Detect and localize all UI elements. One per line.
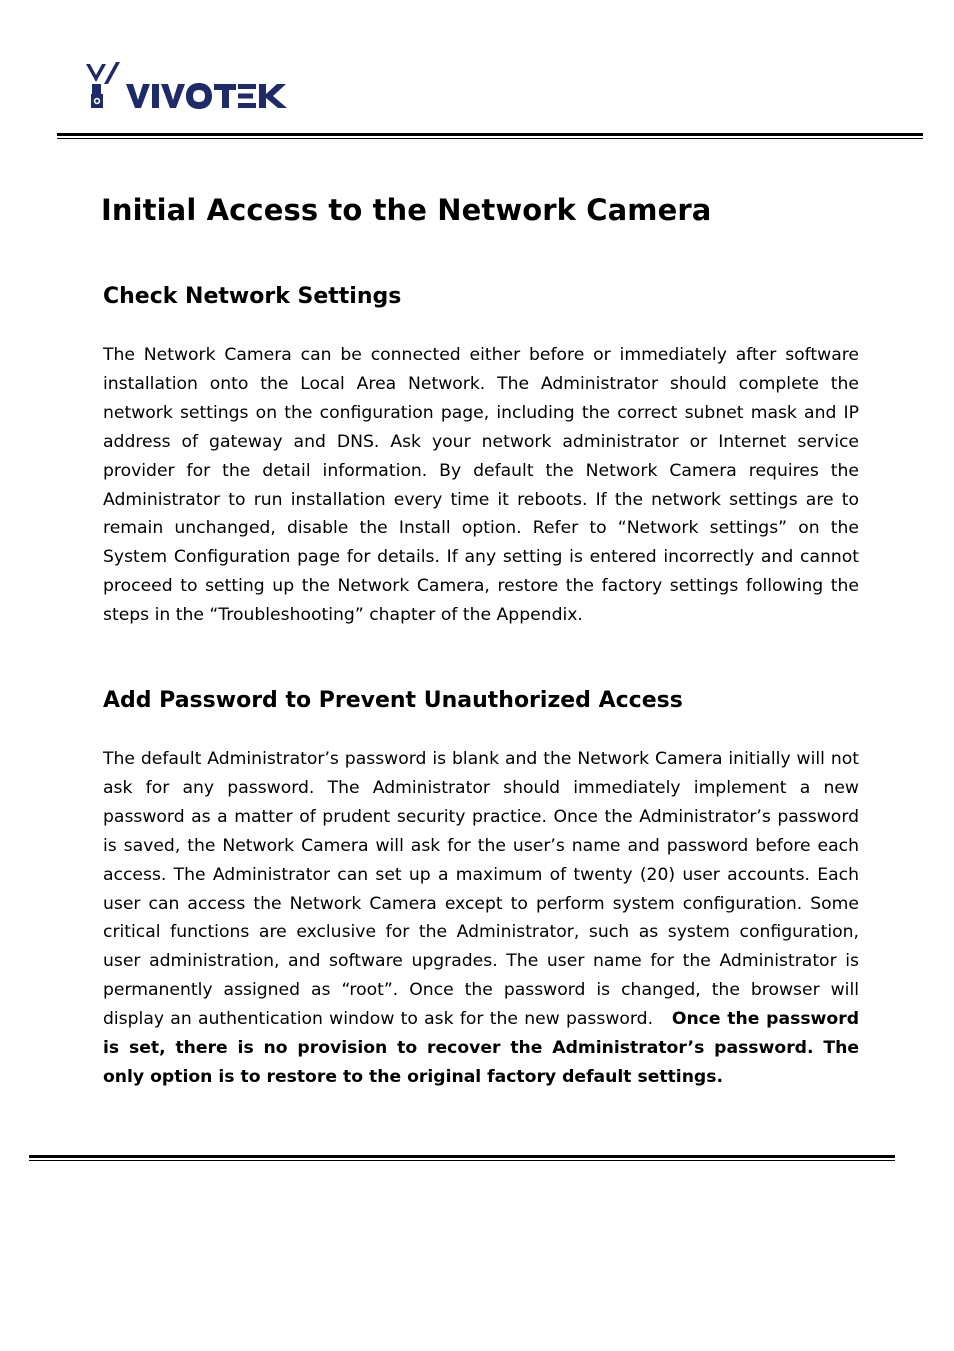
section-paragraph-password <box>103 745 859 1092</box>
section-paragraph-network-settings: The Network Camera can be connected either before or immediately after software installation onto the Local Area Network. The Administrator should complete the network settings on the configuration page, including the correct subnet mask and IP address of gateway and DNS. Ask your network administrator or Internet service provider for the detail information. By default the Network Camera requires the Administrator to run installation every time it reboots. If the network settings are to remain unchanged, disable the Install option. Refer to “Network settings” on the System Configuration page for details. If any setting is entered incorrectly and cannot proceed to setting up the Network Camera, restore the factory settings following the steps in the “Troubleshooting” chapter of the Appendix. <box>103 345 859 626</box>
page-title: Initial Access to the Network Camera <box>101 193 712 227</box>
section-heading-password: Add Password to Prevent Unauthorized Access <box>103 688 683 713</box>
footer-divider <box>29 1155 895 1161</box>
password-warning-text: Once the password is set, there is no provision to recover the Administrator’s password. The only option is to restore to the original factory default settings. <box>103 1009 860 1087</box>
password-paragraph-text: The default Administrator’s password is blank and the Network Camera initially will not ask for any password. The Administrator should immediately implement a new password as a matter of prudent security practice. Once the Administrator’s password is saved, the Network Camera will ask for the user’s name and password before each access. The Administrator can set up a maximum of twenty (20) user accounts. Each user can access the Network Camera except to perform system configuration. Some critical functions are exclusive for the Administrator, such as system configuration, user administration, and software upgrades. The user name for the Administrator is permanently assigned as “root”. Once the password is changed, the browser will display an authentication window to ask for the new password. <box>103 749 859 1030</box>
vivotek-logo-icon <box>84 62 294 112</box>
header-divider <box>57 133 923 139</box>
vivotek-logo <box>84 62 294 112</box>
section-heading-network-settings: Check Network Settings <box>103 284 402 309</box>
